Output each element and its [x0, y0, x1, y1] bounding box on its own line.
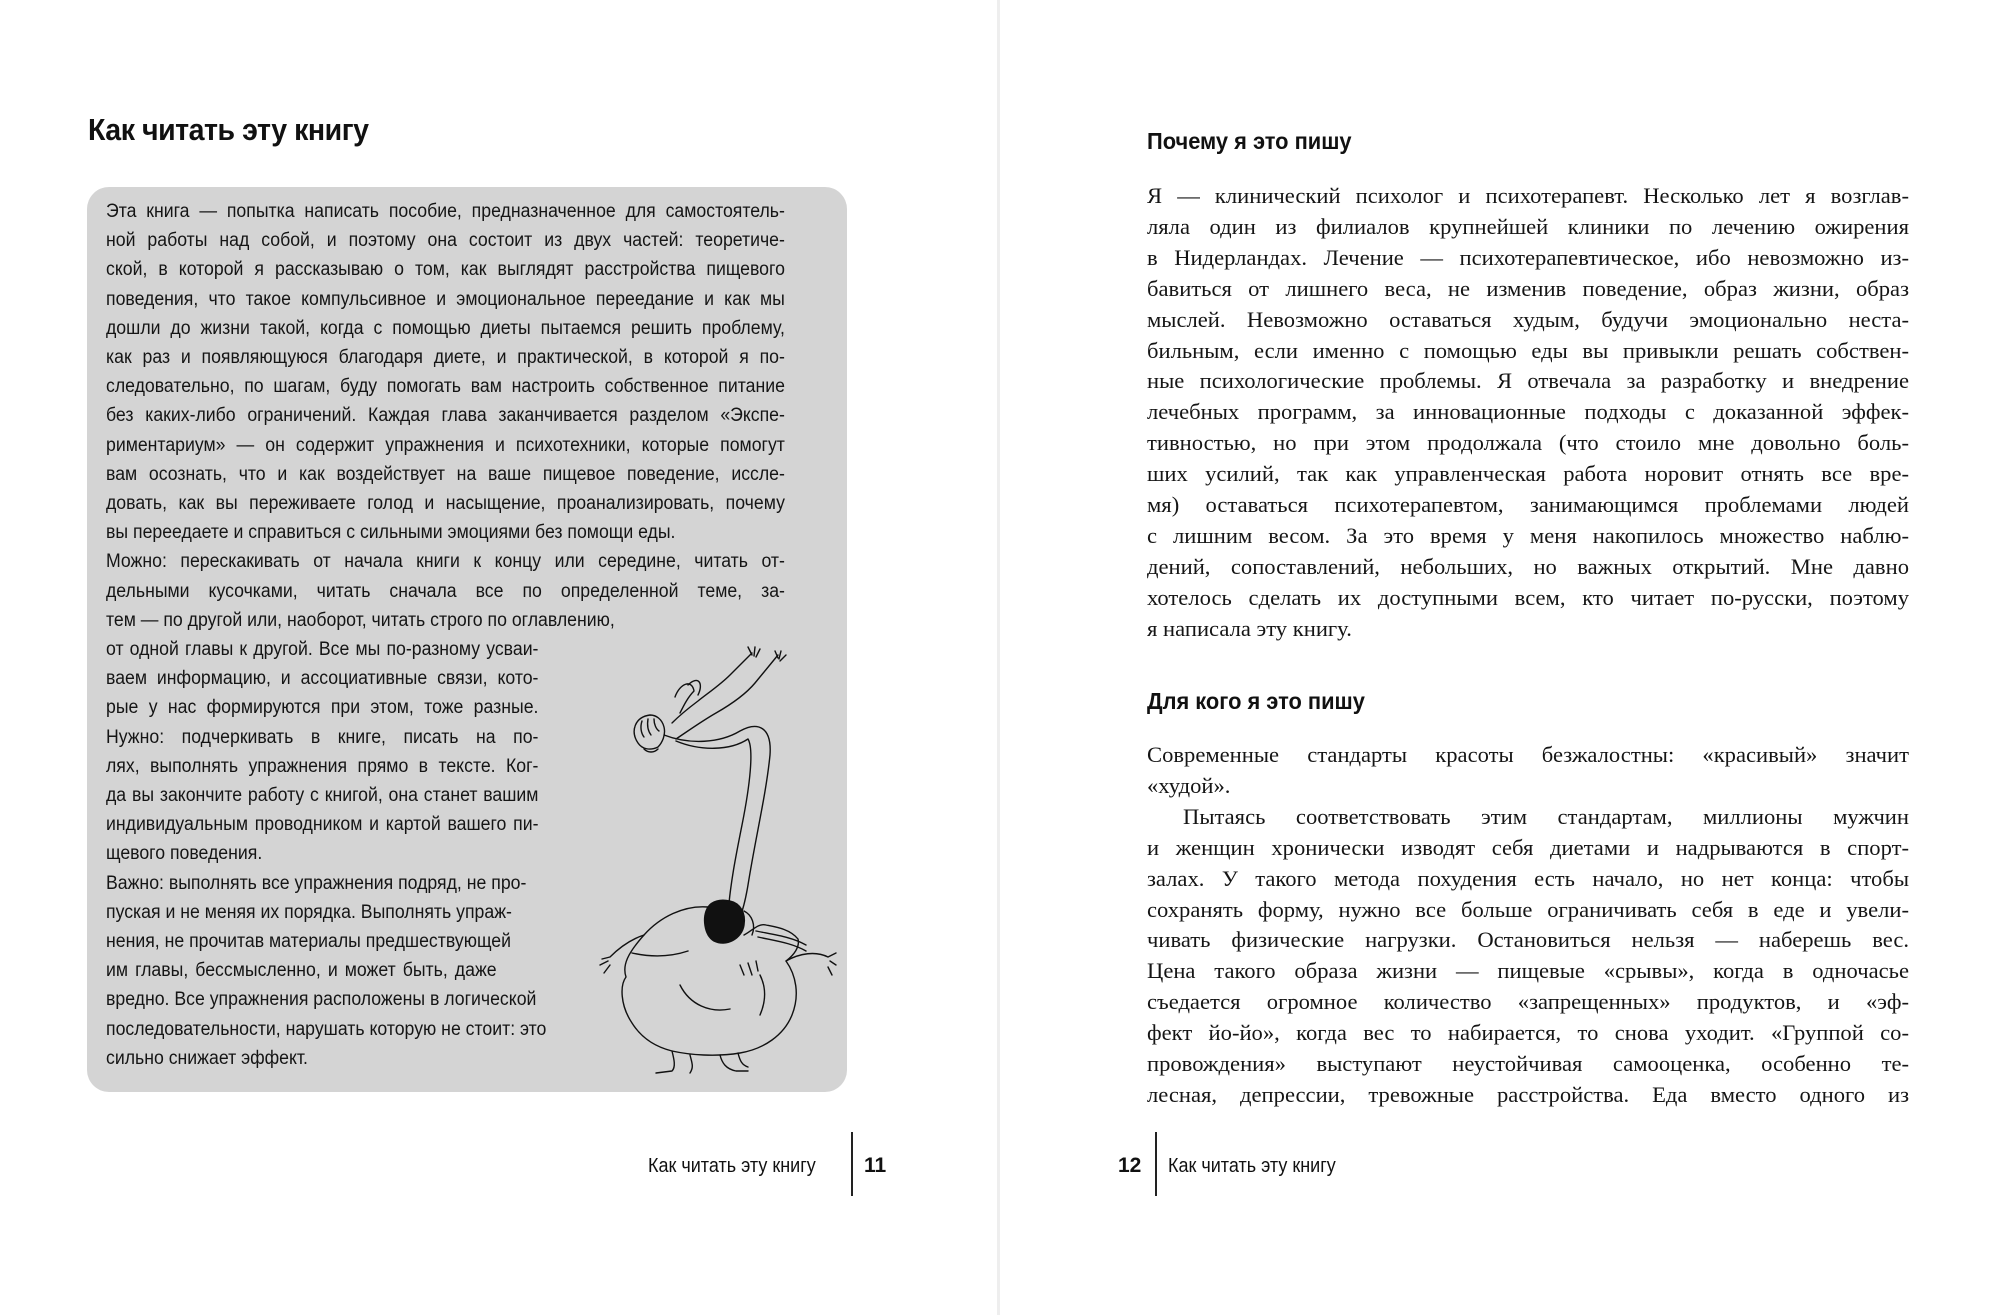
- text-line: съедается огромное количество «запрещенных» продуктов, и «эф-: [1147, 989, 1909, 1015]
- box-line: щевого поведения.: [106, 843, 263, 865]
- box-line: вредно. Все упражнения расположены в логической: [106, 989, 537, 1011]
- box-line: рые у нас формируются при этом, тоже разные.: [106, 697, 539, 719]
- figure-illustration: [580, 635, 860, 1075]
- box-line: вы переедаете и справиться с сильными эмоциями без помощи еды.: [106, 522, 676, 544]
- section-heading-why: Почему я это пишу: [1147, 128, 1352, 154]
- text-line: фект йо-йо», когда вес то набирается, то снова уходит. «Группой со-: [1147, 1020, 1909, 1046]
- text-line: лечебных программ, за инновационные подходы с доказанной эффек-: [1147, 399, 1909, 425]
- text-line: в Нидерландах. Лечение — психотерапевтическое, ибо невозможно из-: [1147, 244, 1909, 270]
- text-line: сохранять форму, нужно все больше ограничивать себя в еде и увели-: [1147, 896, 1909, 922]
- box-line: вам осознать, что и как воздействует на ваше пищевое поведение, иссле-: [106, 463, 785, 485]
- box-line: Важно: выполнять все упражнения подряд, не про-: [106, 872, 527, 894]
- page-number: 11: [864, 1154, 887, 1177]
- text-line: залах. У такого метода похудения есть начало, но нет конца: чтобы: [1147, 865, 1909, 891]
- text-line: мя) оставаться психотерапевтом, занимающимся проблемами людей: [1147, 492, 1909, 518]
- text-line: с лишним весом. За это время у меня накопилось множество наблю-: [1147, 522, 1909, 548]
- running-head: Как читать эту книгу: [1168, 1155, 1336, 1177]
- box-line: лях, выполнять упражнения прямо в тексте. Ког-: [106, 755, 539, 777]
- box-line: ваем информацию, и ассоциативные связи, кото-: [106, 668, 539, 690]
- box-line: следовательно, по шагам, буду помогать вам настроить собственное питание: [106, 376, 785, 398]
- box-line: индивидуальным проводником и картой вашего пи-: [106, 814, 539, 836]
- box-line: поведения, что такое компульсивное и эмоциональное переедание и как мы: [106, 288, 785, 310]
- box-line: сильно снижает эффект.: [106, 1047, 308, 1069]
- text-line: лесная, депрессии, тревожные расстройства. Еда вместо одного из: [1147, 1081, 1909, 1107]
- text-line: бильным, если именно с помощью еды вы привыкли решать собствен-: [1147, 337, 1909, 363]
- text-line: «худой».: [1147, 772, 1231, 798]
- left-page: [0, 0, 998, 1315]
- right-page-footer: [1110, 1132, 1370, 1192]
- footer-divider: [851, 1132, 853, 1196]
- text-line: ляла один из филиалов крупнейшей клиники по лечению ожирения: [1147, 213, 1909, 239]
- box-line: пуская и не меняя их порядка. Выполнять упраж-: [106, 901, 512, 923]
- text-line: Пытаясь соответствовать этим стандартам, миллионы мужчин: [1183, 803, 1909, 829]
- box-line: Нужно: подчеркивать в книге, писать на по-: [106, 726, 539, 748]
- text-line: Цена такого образа жизни — пищевые «срывы», когда в одночасье: [1147, 958, 1909, 984]
- box-line: риментариум» — он содержит упражнения и психотехники, которые помогут: [106, 434, 785, 456]
- page-number: 12: [1118, 1154, 1142, 1177]
- box-line: без каких-либо ограничений. Каждая глава заканчивается разделом «Экспе-: [106, 405, 785, 427]
- text-line: ные психологические проблемы. Я отвечала за разработку и внедрение: [1147, 368, 1909, 394]
- running-head: Как читать эту книгу: [648, 1155, 816, 1177]
- section-body-for-whom: [1147, 740, 1909, 1111]
- text-line: провождения» выступают неустойчивая самооценка, особенно те-: [1147, 1051, 1909, 1077]
- text-line: и женщин хронически изводят себя диетами и надрываются в спорт-: [1147, 834, 1909, 860]
- box-line: довать, как вы переживаете голод и насыщение, проанализировать, почему: [106, 493, 785, 515]
- text-line: я написала эту книгу.: [1147, 615, 1352, 641]
- box-line: дошли до жизни такой, когда с помощью диеты пытаемся решить проблему,: [106, 317, 785, 339]
- text-line: тивностью, но при этом продолжала (что стоило мне довольно боль-: [1147, 430, 1909, 456]
- box-line: Можно: перескакивать от начала книги к концу или середине, читать от-: [106, 551, 785, 573]
- box-line: им главы, бессмысленно, и может быть, даже: [106, 960, 497, 982]
- box-line: ской, в которой я рассказываю о том, как выглядят расстройства пищевого: [106, 259, 785, 281]
- section-body-why: [1147, 181, 1909, 645]
- text-line: мыслей. Невозможно оставаться худым, будучи эмоционально неста-: [1147, 306, 1909, 332]
- text-line: бавиться от лишнего веса, не изменив поведение, образ жизни, образ: [1147, 275, 1909, 301]
- box-line: тем — по другой или, наоборот, читать строго по оглавлению,: [106, 609, 615, 631]
- box-line: ной работы над собой, и поэтому она состоит из двух частей: теоретиче-: [106, 230, 785, 252]
- box-line: Эта книга — попытка написать пособие, предназначенное для самостоятель-: [106, 201, 785, 222]
- text-line: чивать физические нагрузки. Остановиться нельзя — наберешь вес.: [1147, 927, 1909, 953]
- text-line: ших усилий, так как управленческая работа норовит отнять все вре-: [1147, 461, 1909, 487]
- box-line: да вы закончите работу с книгой, она станет вашим: [106, 785, 539, 807]
- chapter-title: Как читать эту книгу: [88, 112, 369, 147]
- left-page-footer: [640, 1132, 900, 1192]
- text-line: дений, сопоставлений, небольших, но важных открытий. Мне давно: [1147, 553, 1909, 579]
- text-line: Современные стандарты красоты безжалостны: «красивый» значит: [1147, 742, 1909, 767]
- text-line: Я — клинический психолог и психотерапевт. Несколько лет я возглав-: [1147, 183, 1909, 208]
- section-heading-for-whom: Для кого я это пишу: [1147, 688, 1365, 714]
- box-line: от одной главы к другой. Все мы по-разному усваи-: [106, 639, 539, 661]
- box-line: нения, не прочитав материалы предшествующей: [106, 931, 511, 953]
- box-line: последовательности, нарушать которую не стоит: это: [106, 1018, 547, 1040]
- box-line: дельными кусочками, читать сначала все по определенной теме, за-: [106, 580, 785, 602]
- text-line: хотелось сделать их доступными всем, кто читает по-русски, поэтому: [1147, 584, 1909, 610]
- box-line: как раз и появляющуюся благодаря диете, и практической, в которой я по-: [106, 347, 785, 369]
- footer-divider: [1155, 1132, 1157, 1196]
